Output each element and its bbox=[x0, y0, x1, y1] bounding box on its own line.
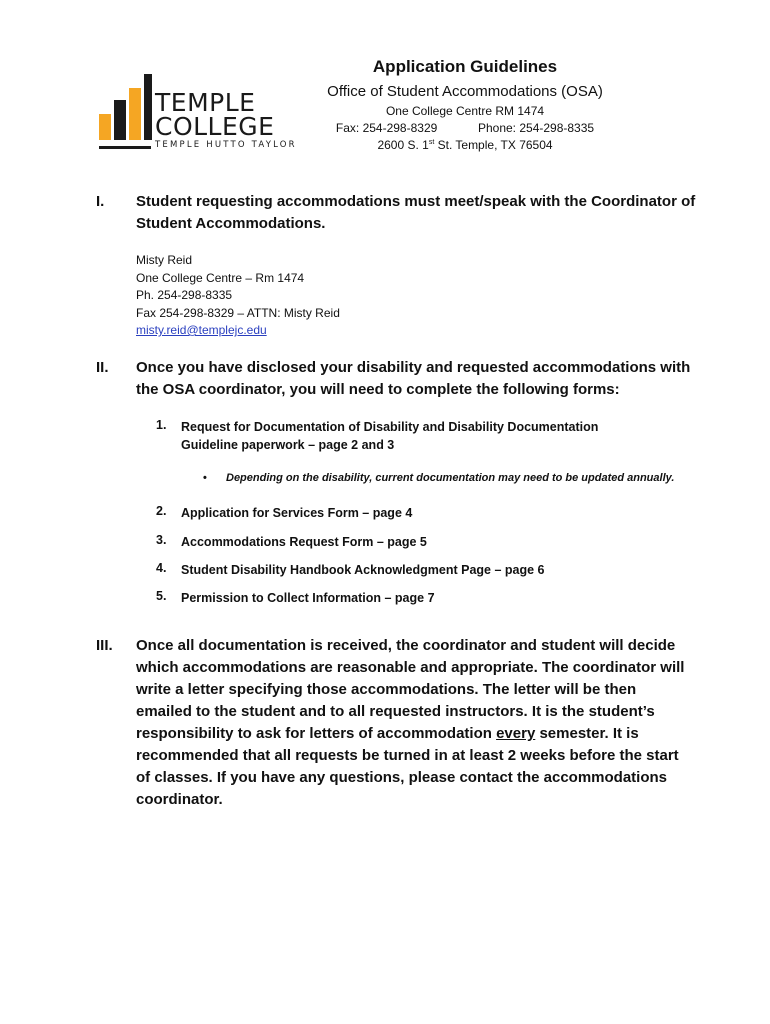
logo-bar-2 bbox=[114, 100, 126, 140]
office-fax: Fax: 254-298-8329 bbox=[335, 121, 438, 135]
section-1-heading: Student requesting accommodations must meet/speak with the Coordinator of Student Accommodations. bbox=[136, 193, 696, 232]
page-title: Application Guidelines bbox=[372, 57, 558, 76]
contact-room: One College Centre – Rm 1474 bbox=[136, 270, 305, 285]
form-item-text: Permission to Collect Information – page 7 bbox=[181, 591, 435, 605]
office-room: One College Centre RM 1474 bbox=[385, 104, 545, 118]
logo-bar-4 bbox=[144, 74, 152, 140]
logo-word-college: COLLEGE bbox=[155, 112, 275, 141]
form-item-text: Request for Documentation of Disability and Disability Documentation Guideline paperwork – page 2 and 3 bbox=[181, 420, 599, 452]
section-3-numeral: III. bbox=[96, 637, 113, 654]
section-3-paragraph: Once all documentation is received, the coordinator and student will decide which accommodations are reasonable and appropriate. The coordinator will write a letter specifying those accommodations. The letter will be then emailed to the student and to all requested instructors. It is the student’s responsibility to ask for letters of accommodation every semester. It is recommended that all requests be turned in at least 2 weeks before the start of classes. If you have any questions, please contact the accommodations coordinator. bbox=[136, 637, 685, 808]
section-2-numeral: II. bbox=[96, 359, 109, 376]
office-address: 2600 S. 1st St. Temple, TX 76504 bbox=[377, 138, 553, 152]
office-phone: Phone: 254-298-8335 bbox=[477, 121, 595, 135]
temple-college-logo bbox=[99, 74, 299, 154]
contact-email-link[interactable]: misty.reid@templejc.edu bbox=[136, 323, 267, 337]
logo-word-temple: TEMPLE bbox=[155, 88, 256, 117]
documentation-note-text: Depending on the disability, current documentation may need to be updated annually. bbox=[226, 472, 675, 484]
section-2-heading: Once you have disclosed your disability and requested accommodations with the OSA coordinator, you will need to complete the following forms: bbox=[136, 359, 691, 398]
contact-fax: Fax 254-298-8329 – ATTN: Misty Reid bbox=[136, 305, 340, 320]
emphasis-every: every bbox=[496, 725, 536, 742]
form-item-text: Application for Services Form – page 4 bbox=[181, 506, 413, 520]
bullet-icon: • bbox=[203, 472, 207, 484]
logo-campuses: TEMPLE HUTTO TAYLOR bbox=[155, 140, 297, 150]
contact-phone: Ph. 254-298-8335 bbox=[136, 288, 233, 302]
office-fax-phone bbox=[300, 121, 630, 135]
office-name: Office of Student Accommodations (OSA) bbox=[327, 83, 603, 100]
logo-bar-1 bbox=[99, 114, 111, 140]
form-item-text: Student Disability Handbook Acknowledgment Page – page 6 bbox=[181, 563, 545, 577]
form-item-text: Accommodations Request Form – page 5 bbox=[181, 535, 427, 549]
section-1-numeral: I. bbox=[96, 193, 105, 210]
contact-name: Misty Reid bbox=[136, 253, 193, 267]
coordinator-contact bbox=[136, 252, 340, 340]
logo-underline bbox=[99, 146, 151, 149]
logo-bar-3 bbox=[129, 88, 141, 140]
